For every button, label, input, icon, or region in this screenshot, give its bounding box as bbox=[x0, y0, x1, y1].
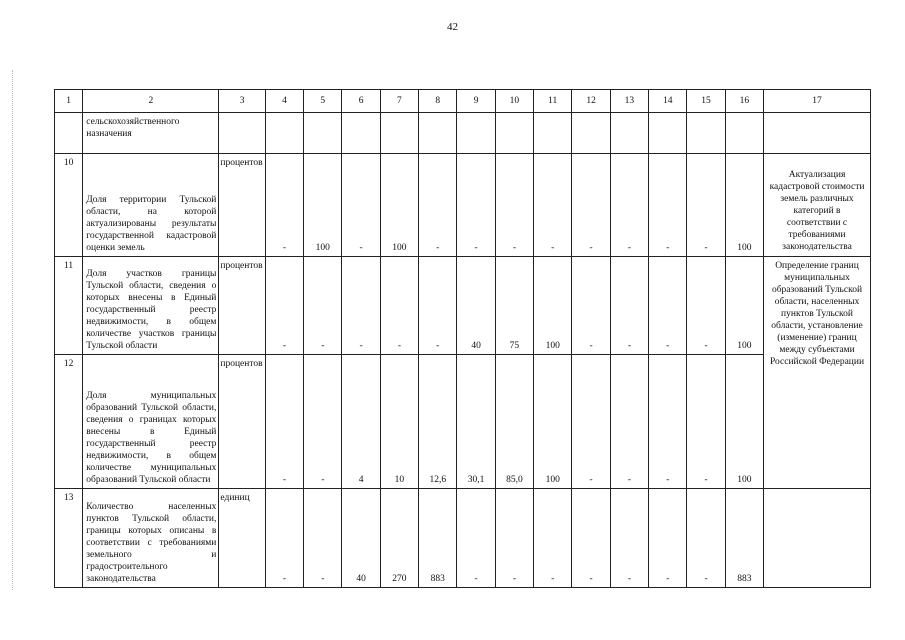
unit-cell: единиц bbox=[219, 489, 265, 588]
value-cell: - bbox=[572, 257, 610, 355]
value-cell bbox=[380, 113, 418, 154]
unit-cell: процентов bbox=[219, 257, 265, 355]
row-number bbox=[55, 113, 83, 154]
unit-cell bbox=[219, 113, 265, 154]
header-cell: 8 bbox=[419, 90, 457, 113]
value-cell: - bbox=[610, 355, 648, 489]
indicator-description: Количество населенных пунктов Тульской области, границы которых описаны в соответствии с требованиями земельного и градостроительного законодательства bbox=[83, 489, 219, 588]
value-cell: - bbox=[419, 154, 457, 257]
value-cell bbox=[304, 113, 342, 154]
value-cell: 40 bbox=[342, 489, 380, 588]
header-cell: 9 bbox=[457, 90, 495, 113]
note-cell: Определение границ муниципальных образований Тульской области, населенных пунктов Тульской области, установление (изменение) границ между субъектами Российской Федерации bbox=[764, 257, 871, 489]
indicator-description: Доля территории Тульской области, на которой актуализированы результаты государственной кадастровой оценки земель bbox=[83, 154, 219, 257]
value-cell: - bbox=[495, 154, 533, 257]
value-cell: - bbox=[610, 154, 648, 257]
header-cell: 3 bbox=[219, 90, 265, 113]
value-cell: 270 bbox=[380, 489, 418, 588]
value-cell bbox=[495, 113, 533, 154]
header-cell: 16 bbox=[725, 90, 763, 113]
value-cell bbox=[419, 113, 457, 154]
unit-cell: процентов bbox=[219, 355, 265, 489]
value-cell bbox=[687, 113, 725, 154]
header-cell: 6 bbox=[342, 90, 380, 113]
value-cell: 12,6 bbox=[419, 355, 457, 489]
header-cell: 10 bbox=[495, 90, 533, 113]
value-cell bbox=[265, 113, 303, 154]
value-cell: - bbox=[534, 154, 572, 257]
value-cell: 100 bbox=[725, 154, 763, 257]
value-cell: - bbox=[687, 257, 725, 355]
value-cell: - bbox=[610, 489, 648, 588]
value-cell: - bbox=[304, 257, 342, 355]
value-cell: - bbox=[265, 257, 303, 355]
indicator-description: Доля участков границы Тульской области, сведения о которых внесены в Единый государственный реестр недвижимости, в общем количестве участков границы Тульской области bbox=[83, 257, 219, 355]
value-cell: - bbox=[304, 489, 342, 588]
value-cell: - bbox=[265, 154, 303, 257]
value-cell: - bbox=[380, 257, 418, 355]
value-cell: 883 bbox=[725, 489, 763, 588]
indicators-table bbox=[54, 89, 871, 588]
value-cell: - bbox=[534, 489, 572, 588]
value-cell: 4 bbox=[342, 355, 380, 489]
value-cell: - bbox=[572, 154, 610, 257]
value-cell: 100 bbox=[534, 355, 572, 489]
header-cell: 7 bbox=[380, 90, 418, 113]
value-cell: 75 bbox=[495, 257, 533, 355]
header-cell: 17 bbox=[764, 90, 871, 113]
value-cell: - bbox=[304, 355, 342, 489]
header-cell: 4 bbox=[265, 90, 303, 113]
value-cell: - bbox=[687, 489, 725, 588]
value-cell: - bbox=[649, 355, 687, 489]
value-cell: - bbox=[265, 355, 303, 489]
value-cell: - bbox=[419, 257, 457, 355]
page-number: 42 bbox=[447, 21, 458, 33]
value-cell: 30,1 bbox=[457, 355, 495, 489]
header-cell: 14 bbox=[649, 90, 687, 113]
value-cell bbox=[572, 113, 610, 154]
table-row bbox=[55, 489, 871, 588]
value-cell: - bbox=[457, 489, 495, 588]
value-cell bbox=[610, 113, 648, 154]
value-cell: - bbox=[495, 489, 533, 588]
value-cell: 100 bbox=[534, 257, 572, 355]
value-cell bbox=[649, 113, 687, 154]
value-cell: 10 bbox=[380, 355, 418, 489]
value-cell: 100 bbox=[304, 154, 342, 257]
value-cell: 100 bbox=[380, 154, 418, 257]
value-cell bbox=[534, 113, 572, 154]
header-row bbox=[55, 90, 871, 113]
value-cell: 100 bbox=[725, 257, 763, 355]
indicator-description: Доля муниципальных образований Тульской области, сведения о границах которых внесены в Единый государственный реестр недвижимости, в общем количестве муниципальных образований Тульской области bbox=[83, 355, 219, 489]
value-cell: - bbox=[572, 489, 610, 588]
table-row bbox=[55, 154, 871, 257]
value-cell: - bbox=[649, 154, 687, 257]
value-cell: 85,0 bbox=[495, 355, 533, 489]
header-cell: 5 bbox=[304, 90, 342, 113]
header-cell: 1 bbox=[55, 90, 83, 113]
value-cell: - bbox=[687, 355, 725, 489]
row-number: 12 bbox=[55, 355, 83, 489]
value-cell: - bbox=[649, 257, 687, 355]
value-cell: 40 bbox=[457, 257, 495, 355]
indicator-description: сельскохозяйственного назначения bbox=[83, 113, 219, 154]
value-cell: - bbox=[687, 154, 725, 257]
value-cell: 883 bbox=[419, 489, 457, 588]
value-cell bbox=[725, 113, 763, 154]
value-cell: 100 bbox=[725, 355, 763, 489]
header-cell: 12 bbox=[572, 90, 610, 113]
table-row bbox=[55, 113, 871, 154]
table-row bbox=[55, 355, 871, 489]
header-cell: 2 bbox=[83, 90, 219, 113]
note-cell bbox=[764, 489, 871, 588]
header-cell: 15 bbox=[687, 90, 725, 113]
value-cell bbox=[457, 113, 495, 154]
value-cell: - bbox=[265, 489, 303, 588]
header-cell: 13 bbox=[610, 90, 648, 113]
table-row bbox=[55, 257, 871, 355]
value-cell: - bbox=[457, 154, 495, 257]
row-number: 10 bbox=[55, 154, 83, 257]
value-cell: - bbox=[572, 355, 610, 489]
value-cell: - bbox=[610, 257, 648, 355]
note-cell: Актуализация кадастровой стоимости земель различных категорий в соответствии с требованиями законодательства bbox=[764, 154, 871, 257]
margin-dotted-line bbox=[12, 70, 19, 590]
value-cell: - bbox=[649, 489, 687, 588]
value-cell: - bbox=[342, 154, 380, 257]
row-number: 11 bbox=[55, 257, 83, 355]
header-cell: 11 bbox=[534, 90, 572, 113]
value-cell: - bbox=[342, 257, 380, 355]
value-cell bbox=[342, 113, 380, 154]
row-number: 13 bbox=[55, 489, 83, 588]
unit-cell: процентов bbox=[219, 154, 265, 257]
note-cell bbox=[764, 113, 871, 154]
